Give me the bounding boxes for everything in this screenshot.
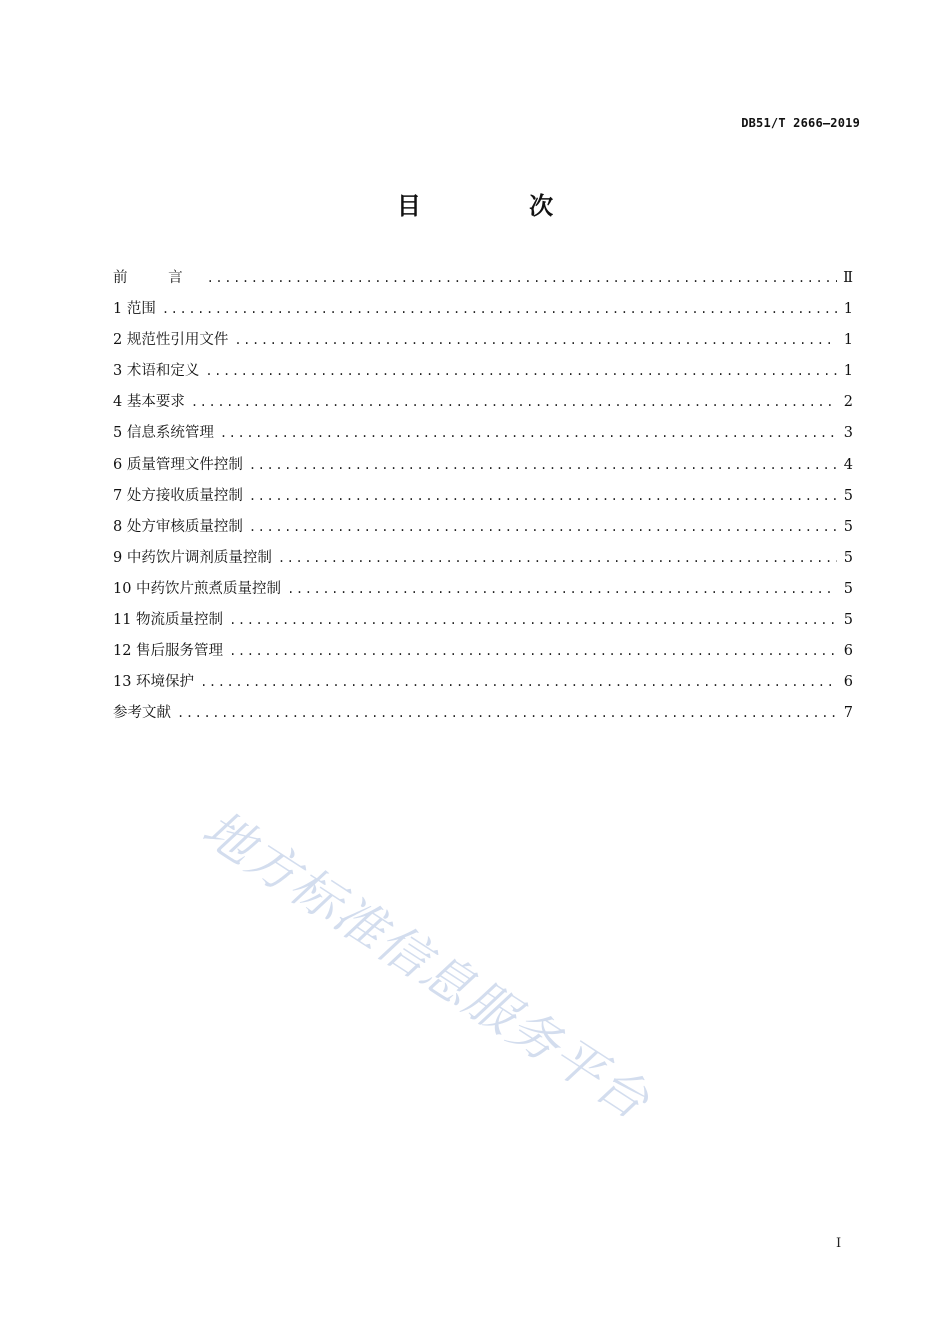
toc-entry-page: Ⅱ — [843, 270, 853, 286]
document-code: DB51/T 2666—2019 — [741, 116, 860, 130]
toc-entry-label: 参考文献 — [113, 705, 171, 722]
toc-entry-label: 13 环境保护 — [113, 674, 195, 691]
toc-leader-dots — [173, 706, 837, 720]
toc-leader-dots — [225, 613, 837, 627]
toc-entry-dispensing[interactable] — [113, 546, 853, 577]
toc-entry-environment[interactable] — [113, 670, 853, 701]
toc-title: 目 次 — [396, 192, 604, 220]
toc-entry-label: 9 中药饮片调剂质量控制 — [113, 549, 272, 566]
toc-entry-normative-references[interactable] — [113, 328, 853, 359]
toc-entry-label: 6 质量管理文件控制 — [113, 456, 243, 473]
toc-leader-dots — [230, 333, 837, 347]
toc-entry-terms-definitions[interactable] — [113, 359, 853, 390]
toc-leader-dots — [201, 364, 837, 378]
toc-entry-information-system[interactable] — [113, 421, 853, 452]
page-number: I — [836, 1236, 842, 1251]
toc-entry-label: 11 物流质量控制 — [113, 612, 224, 629]
toc-entry-after-sales[interactable] — [113, 639, 853, 670]
toc-entry-quality-documents[interactable] — [113, 453, 853, 484]
toc-leader-dots — [283, 582, 837, 596]
toc-entry-page: 5 — [843, 518, 853, 535]
toc-leader-dots — [245, 489, 837, 503]
toc-entry-label: 12 售后服务管理 — [113, 643, 224, 660]
toc-leader-dots — [216, 426, 837, 440]
watermark-text: 地方标准信息服务平台 — [192, 799, 661, 1132]
toc-entry-page: 7 — [843, 705, 853, 722]
toc-entry-page: 5 — [843, 549, 853, 566]
toc-leader-dots — [158, 302, 837, 316]
toc-entry-page: 3 — [843, 425, 853, 442]
toc-entry-page: 6 — [843, 674, 853, 691]
toc-leader-dots — [203, 271, 837, 285]
toc-entry-page: 2 — [843, 394, 853, 411]
toc-entry-label: 前 言 — [113, 270, 201, 286]
toc-entry-page: 5 — [843, 580, 853, 597]
toc-leader-dots — [274, 551, 837, 565]
toc-entry-page: 1 — [843, 332, 853, 349]
toc-entry-page: 5 — [843, 612, 853, 629]
table-of-contents — [113, 266, 853, 732]
toc-entry-page: 5 — [843, 487, 853, 504]
toc-entry-prescription-review[interactable] — [113, 515, 853, 546]
toc-entry-logistics[interactable] — [113, 608, 853, 639]
toc-entry-scope[interactable] — [113, 297, 853, 328]
toc-leader-dots — [187, 395, 837, 409]
toc-entry-label: 7 处方接收质量控制 — [113, 487, 243, 504]
toc-entry-label: 2 规范性引用文件 — [113, 332, 229, 349]
toc-leader-dots — [245, 520, 837, 534]
toc-entry-decoction[interactable] — [113, 577, 853, 608]
toc-entry-page: 4 — [843, 456, 853, 473]
toc-leader-dots — [196, 675, 837, 689]
toc-entry-prescription-receipt[interactable] — [113, 484, 853, 515]
toc-leader-dots — [225, 644, 837, 658]
toc-entry-foreword[interactable] — [113, 266, 853, 297]
toc-entry-bibliography[interactable] — [113, 701, 853, 732]
toc-entry-label: 8 处方审核质量控制 — [113, 518, 243, 535]
toc-entry-basic-requirements[interactable] — [113, 390, 853, 421]
toc-entry-label: 3 术语和定义 — [113, 363, 200, 380]
toc-entry-label: 5 信息系统管理 — [113, 425, 214, 442]
toc-entry-page: 1 — [843, 363, 853, 380]
toc-entry-page: 1 — [843, 301, 853, 318]
toc-entry-label: 4 基本要求 — [113, 394, 185, 411]
toc-entry-label: 1 范围 — [113, 301, 156, 318]
toc-entry-label: 10 中药饮片煎煮质量控制 — [113, 580, 282, 597]
toc-leader-dots — [245, 458, 837, 472]
toc-entry-page: 6 — [843, 643, 853, 660]
